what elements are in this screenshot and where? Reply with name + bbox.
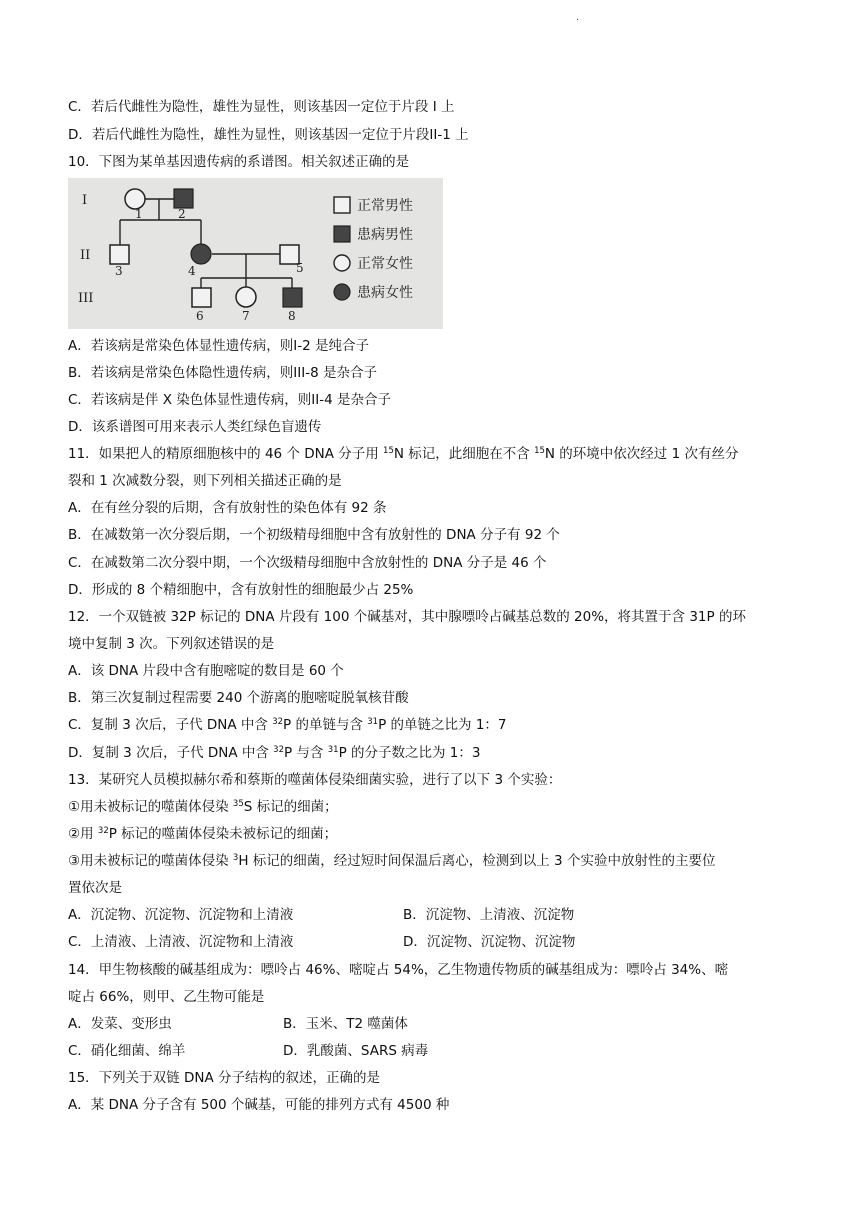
legend-normal-female: 正常女性 bbox=[357, 256, 413, 272]
q14-option-b: B．玉米、T2 噬菌体 bbox=[283, 1016, 408, 1032]
q13-experiment-2: ②用 $^{32}$P 标记的噬菌体侵染未被标记的细菌； bbox=[68, 826, 338, 842]
gen-label-1: I bbox=[82, 193, 88, 208]
q12-option-c: C．复制 3 次后，子代 DNA 中含 $^{32}$P 的单链与含 $^{31}$P 的单链之比为 1：7 bbox=[68, 717, 507, 733]
member-6-number: 6 bbox=[196, 309, 204, 323]
member-4-number: 4 bbox=[188, 264, 196, 278]
header-mark: . bbox=[576, 12, 580, 23]
q9-option-c: C．若后代雌性为隐性，雄性为显性，则该基因一定位于片段 I 上 bbox=[68, 99, 455, 115]
pedigree-svg bbox=[68, 178, 443, 329]
q12-option-a: A．该 DNA 片段中含有胞嘧啶的数目是 60 个 bbox=[68, 663, 344, 679]
member-7-number: 7 bbox=[242, 309, 250, 323]
q13-option-c: C．上清液、上清液、沉淀物和上清液 bbox=[68, 934, 294, 950]
legend-affected-female: 患病女性 bbox=[357, 285, 413, 301]
q13-option-d: D．沉淀物、沉淀物、沉淀物 bbox=[403, 934, 576, 950]
member-3-number: 3 bbox=[115, 264, 123, 278]
q10-option-b: B．若该病是常染色体隐性遗传病，则III-8 是杂合子 bbox=[68, 365, 377, 381]
member-8-number: 8 bbox=[288, 309, 296, 323]
gen-label-3: III bbox=[78, 291, 94, 306]
q12-option-b: B．第三次复制过程需要 240 个游离的胞嘧啶脱氧核苷酸 bbox=[68, 690, 409, 706]
q14-option-c: C．硝化细菌、绵羊 bbox=[68, 1043, 186, 1059]
q12-option-d: D．复制 3 次后，子代 DNA 中含 $^{32}$P 与含 $^{31}$P 的分子数之比为 1：3 bbox=[68, 745, 481, 761]
q11-option-c: C．在减数第二次分裂中期，一个次级精母细胞中含放射性的 DNA 分子是 46 个 bbox=[68, 555, 547, 571]
q12-stem-line2: 境中复制 3 次。下列叙述错误的是 bbox=[68, 636, 275, 652]
q10-option-a: A．若该病是常染色体显性遗传病，则I-2 是纯合子 bbox=[68, 338, 369, 354]
q15-option-a: A．某 DNA 分子含有 500 个碱基，可能的排列方式有 4500 种 bbox=[68, 1097, 450, 1113]
q11-option-d: D．形成的 8 个精细胞中，含有放射性的细胞最少占 25% bbox=[68, 582, 414, 598]
gen-label-2: II bbox=[80, 248, 91, 263]
q11-option-b: B．在减数第一次分裂后期，一个初级精母细胞中含有放射性的 DNA 分子有 92 个 bbox=[68, 527, 560, 543]
q10-stem: 10．下图为某单基因遗传病的系谱图。相关叙述正确的是 bbox=[68, 154, 410, 170]
q13-option-b: B．沉淀物、上清液、沉淀物 bbox=[403, 907, 575, 923]
q13-stem: 13．某研究人员模拟赫尔希和蔡斯的噬菌体侵染细菌实验，进行了以下 3 个实验： bbox=[68, 772, 562, 788]
q10-option-d: D．该系谱图可用来表示人类红绿色盲遗传 bbox=[68, 419, 322, 435]
q11-stem-line1: 11．如果把人的精原细胞核中的 46 个 DNA 分子用 $^{15}$N 标记，此细胞在不含 $^{15}$N 的环境中依次经过 1 次有丝分 bbox=[68, 446, 739, 462]
q10-option-c: C．若该病是伴 X 染色体显性遗传病，则II-4 是杂合子 bbox=[68, 392, 391, 408]
q13-option-a: A．沉淀物、沉淀物、沉淀物和上清液 bbox=[68, 907, 294, 923]
q14-option-a: A．发菜、变形虫 bbox=[68, 1016, 172, 1032]
q9-option-d: D．若后代雌性为隐性，雄性为显性，则该基因一定位于片段II-1 上 bbox=[68, 127, 469, 143]
q11-option-a: A．在有丝分裂的后期，含有放射性的染色体有 92 条 bbox=[68, 500, 387, 516]
q14-stem-line1: 14．甲生物核酸的碱基组成为：嘌呤占 46%、嘧啶占 54%，乙生物遗传物质的碱基组成为：嘌呤占 34%、嘧 bbox=[68, 962, 729, 978]
q14-option-d: D．乳酸菌、SARS 病毒 bbox=[283, 1043, 429, 1059]
q11-stem-line2: 裂和 1 次减数分裂，则下列相关描述正确的是 bbox=[68, 473, 342, 489]
member-5-number: 5 bbox=[296, 261, 304, 275]
q14-stem-line2: 啶占 66%，则甲、乙生物可能是 bbox=[68, 989, 265, 1005]
q13-stem-end: 置依次是 bbox=[68, 880, 122, 896]
legend-affected-male: 患病男性 bbox=[357, 227, 413, 243]
q12-stem-line1: 12．一个双链被 32P 标记的 DNA 片段有 100 个碱基对，其中腺嘌呤占碱基总数的 20%，将其置于含 31P 的环 bbox=[68, 609, 746, 625]
legend-normal-male: 正常男性 bbox=[357, 198, 413, 214]
pedigree-chart bbox=[68, 178, 443, 329]
q15-stem: 15．下列关于双链 DNA 分子结构的叙述，正确的是 bbox=[68, 1070, 380, 1086]
q13-experiment-1: ①用未被标记的噬菌体侵染 $^{35}$S 标记的细菌； bbox=[68, 799, 338, 815]
member-2-number: 2 bbox=[178, 207, 186, 221]
q13-experiment-3: ③用未被标记的噬菌体侵染 $^3$H 标记的细菌，经过短时间保温后离心，检测到以上 3 个实验中放射性的主要位 bbox=[68, 853, 716, 869]
member-1-number: 1 bbox=[135, 207, 143, 221]
